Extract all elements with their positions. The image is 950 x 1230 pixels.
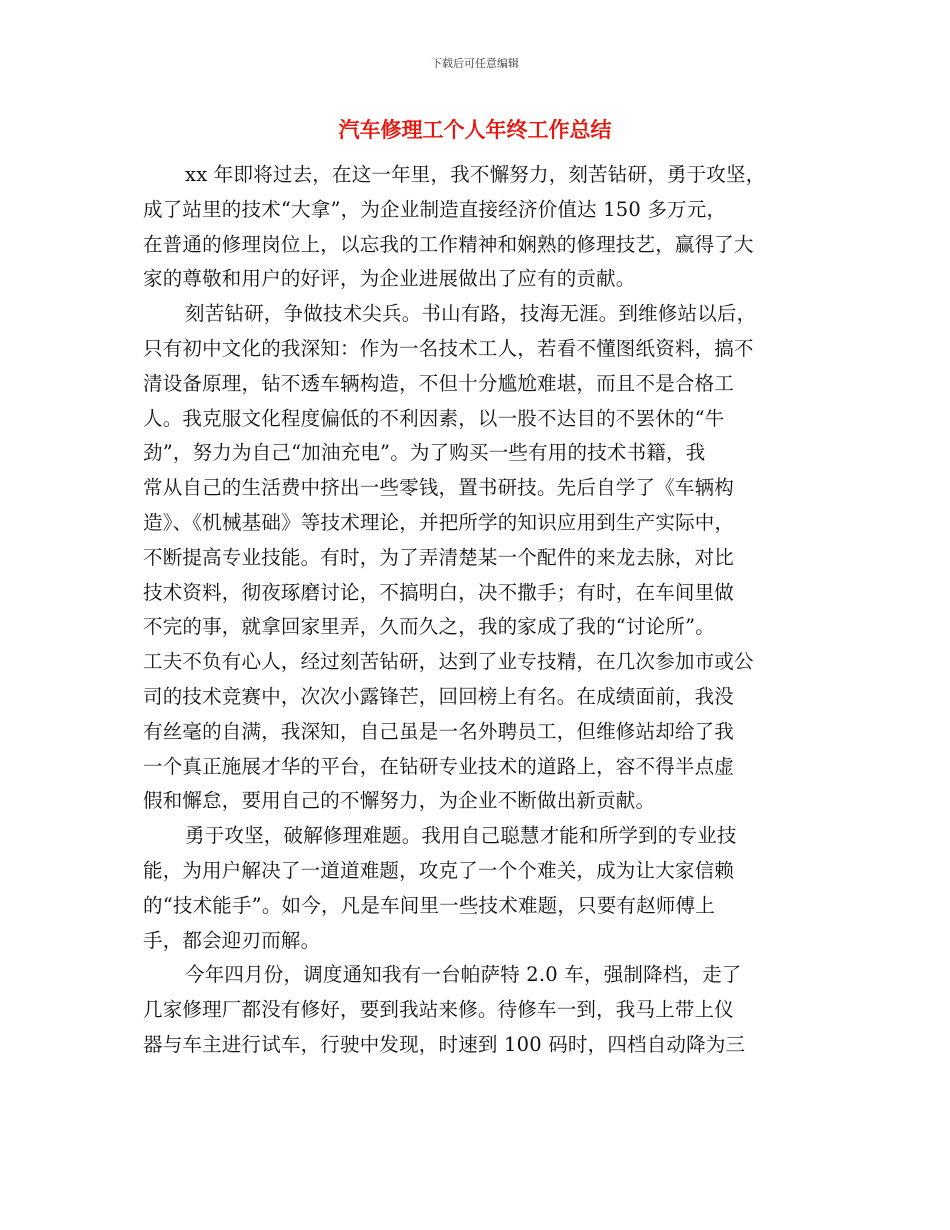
body-line: 今年四月份，调度通知我有一台帕萨特 2.0 车，强制降档，走了 [185, 963, 742, 987]
body-line: 常从自己的生活费中挤出一些零钱，置书研技。先后自学了《车辆构 [143, 476, 735, 500]
body-line: 假和懈怠，要用自己的不懈努力，为企业不断做出新贡献。 [143, 789, 656, 813]
body-line: 一个真正施展才华的平台，在钻研专业技术的道路上，容不得半点虚 [143, 754, 735, 778]
body-line: 不断提高专业技能。有时，为了弄清楚某一个配件的来龙去脉，对比 [143, 545, 735, 569]
body-line: 人。我克服文化程度偏低的不利因素，以一股不达目的不罢休的“牛 [143, 406, 725, 430]
body-line: 司的技术竞赛中，次次小露锋芒，回回榜上有名。在成绩面前，我没 [143, 684, 735, 708]
body-line: 器与车主进行试车，行驶中发现，时速到 100 码时，四档自动降为三 [143, 1032, 746, 1056]
body-line: 只有初中文化的我深知：作为一名技术工人，若看不懂图纸资料，搞不 [143, 336, 754, 360]
header-note: 下载后可任意编辑 [431, 57, 519, 70]
body-line: 技术资料，彻夜琢磨讨论，不搞明白，决不撒手；有时，在车间里做 [143, 580, 735, 604]
body-line: xx 年即将过去，在这一年里，我不懈努力，刻苦钻研，勇于攻坚， [185, 163, 766, 186]
body-line: 几家修理厂都没有修好，要到我站来修。待修车一到，我马上带上仪 [143, 998, 735, 1022]
body-line: 手，都会迎刃而解。 [143, 928, 321, 952]
body-line: 有丝毫的自满，我深知，自己虽是一名外聘员工，但维修站却给了我 [143, 719, 735, 743]
body-line: 刻苦钻研，争做技术尖兵。书山有路，技海无涯。到维修站以后， [185, 302, 757, 326]
body-line: 成了站里的技术“大拿”，为企业制造直接经济价值达 150 多万元， [143, 197, 727, 221]
body-line: 清设备原理，钻不透车辆构造，不但十分尴尬难堪，而且不是合格工 [143, 371, 735, 395]
body-line: 家的尊敬和用户的好评，为企业进展做出了应有的贡献。 [143, 267, 636, 291]
body-line: 劲”，努力为自己“加油充电”。为了购买一些有用的技术书籍，我 [143, 441, 706, 465]
body-line: 勇于攻坚，破解修理难题。我用自己聪慧才能和所学到的专业技 [185, 824, 737, 848]
body-line: 能，为用户解决了一道道难题，攻克了一个个难关，成为让大家信赖 [143, 858, 735, 882]
body-line: 工夫不负有心人，经过刻苦钻研，达到了业专技精，在几次参加市或公 [143, 650, 754, 674]
body-line: 的“技术能手”。如今，凡是车间里一些技术难题，只要有赵师傅上 [143, 893, 715, 917]
body-line: 在普通的修理岗位上，以忘我的工作精神和娴熟的修理技艺，赢得了大 [143, 232, 754, 256]
document-body [143, 158, 803, 1063]
document-title: 汽车修理工个人年终工作总结 [338, 118, 612, 142]
body-line: 不完的事，就拿回家里弄，久而久之，我的家成了我的“讨论所”。 [143, 615, 715, 639]
body-line: 造》、《机械基础》等技术理论，并把所学的知识应用到生产实际中， [143, 510, 735, 534]
